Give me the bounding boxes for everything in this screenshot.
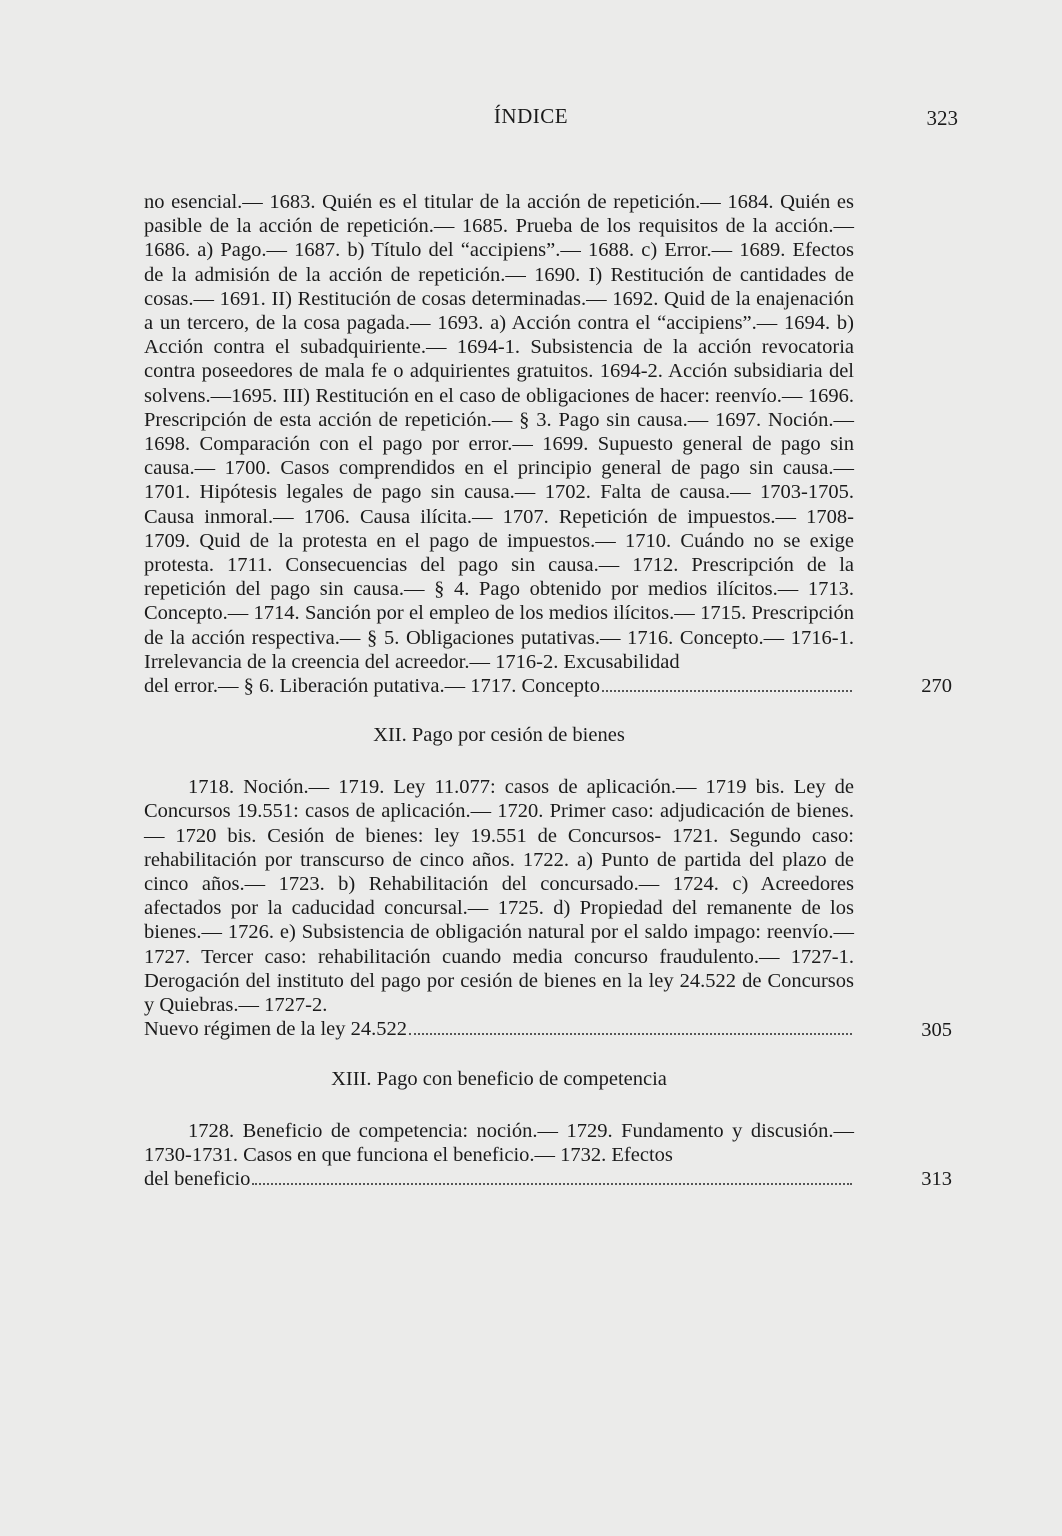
entry-leader-line: [144, 1017, 854, 1041]
entry-last-line: Nuevo régimen de la ley 24.522: [144, 1018, 408, 1041]
running-title: ÍNDICE: [493, 104, 569, 128]
dot-leader: [602, 689, 852, 692]
entry-body: 1728. Beneficio de competencia: noción.— 1729. Fundamento y discusión.— 1730-1731. Casos en que funciona el beneficio.— 1732. Efectos: [144, 1119, 854, 1166]
entry-last-line: del error.— § 6. Liberación putativa.— 1717. Concepto: [144, 675, 601, 698]
index-entry: [144, 190, 952, 698]
index-content: [144, 190, 952, 1191]
entry-page-ref: 305: [921, 1018, 952, 1041]
page-header: [0, 104, 1062, 134]
dot-leader: [252, 1182, 852, 1185]
entry-page-ref: 270: [921, 675, 952, 698]
entry-body: no esencial.— 1683. Quién es el titular de la acción de repetición.— 1684. Quién es pasible de la acción de repetición.— 1685. Prueba de los requisitos de la acción.— 1686. a) Pago.— 1687. b) Título del “accipiens”.— 1688. c) Error.— 1689. Efectos de la admisión de la acción de repetición.— 1690. I) Restitución de cantidades de cosas.— 1691. II) Restitución de cosas determinadas.— 1692. Quid de la enajenación a un tercero, de la cosa pagada.— 1693. a) Acción contra el “accipiens”.— 1694. b) Acción contra el subadquiriente.— 1694-1. Subsistencia de la acción revocatoria contra poseedores de mala fe o adquirientes gratuitos. 1694-2. Acción subsidiaria del solvens.—1695. III) Restitución en el caso de obligaciones de hacer: reenvío.— 1696. Prescripción de esta acción de repetición.— § 3. Pago sin causa.— 1697. Noción.— 1698. Comparación con el pago por error.— 1699. Supuesto general de pago sin causa.— 1700. Casos comprendidos en el principio general de pago sin causa.— 1701. Hipótesis legales de pago sin causa.— 1702. Falta de causa.— 1703-1705. Causa inmoral.— 1706. Causa ilícita.— 1707. Repetición de impuestos.— 1708-1709. Quid de la protesta en el pago de impuestos.— 1710. Cuándo no se exige protesta. 1711. Consecuencias del pago sin causa.— 1712. Prescripción de la repetición del pago sin causa.— § 4. Pago obtenido por medios ilícitos.— 1713. Concepto.— 1714. Sanción por el empleo de los medios ilícitos.— 1715. Prescripción de la acción respectiva.— § 5. Obligaciones putativas.— 1716. Concepto.— 1716-1. Irrelevancia de la creencia del acreedor.— 1716-2. Excusabilidad: [144, 191, 854, 673]
index-entry: [144, 1119, 952, 1192]
entry-leader-line: [144, 674, 854, 698]
entry-last-line: del beneficio: [144, 1167, 251, 1190]
section-title: XIII. Pago con beneficio de competencia: [331, 1067, 667, 1090]
page-number: 323: [926, 106, 958, 130]
entry-leader-line: [144, 1167, 854, 1191]
entry-body: 1718. Noción.— 1719. Ley 11.077: casos de aplicación.— 1719 bis. Ley de Concursos 19.551: casos de aplicación.— 1720. Primer caso: adjudicación de bienes.— 1720 bis. Cesión de bienes: ley 19.551 de Concursos- 1721. Segundo caso: rehabilitación por transcurso de cinco años. 1722. a) Punto de partida del plazo de cinco años.— 1723. b) Rehabilitación del concursado.— 1724. c) Acreedores afectados por la caducidad concursal.— 1725. d) Propiedad del remanente de los bienes.— 1726. e) Subsistencia de obligación natural por el saldo impago: reenvío.— 1727. Tercer caso: rehabilitación cuando media concurso fraudulento.— 1727-1. Derogación del instituto del pago por cesión de bienes en la ley 24.522 de Concursos y Quiebras.— 1727-2.: [144, 776, 854, 1017]
entry-page-ref: 313: [921, 1168, 952, 1191]
dot-leader: [409, 1032, 852, 1035]
index-entry: [144, 775, 952, 1041]
section-title: XII. Pago por cesión de bienes: [373, 724, 625, 747]
